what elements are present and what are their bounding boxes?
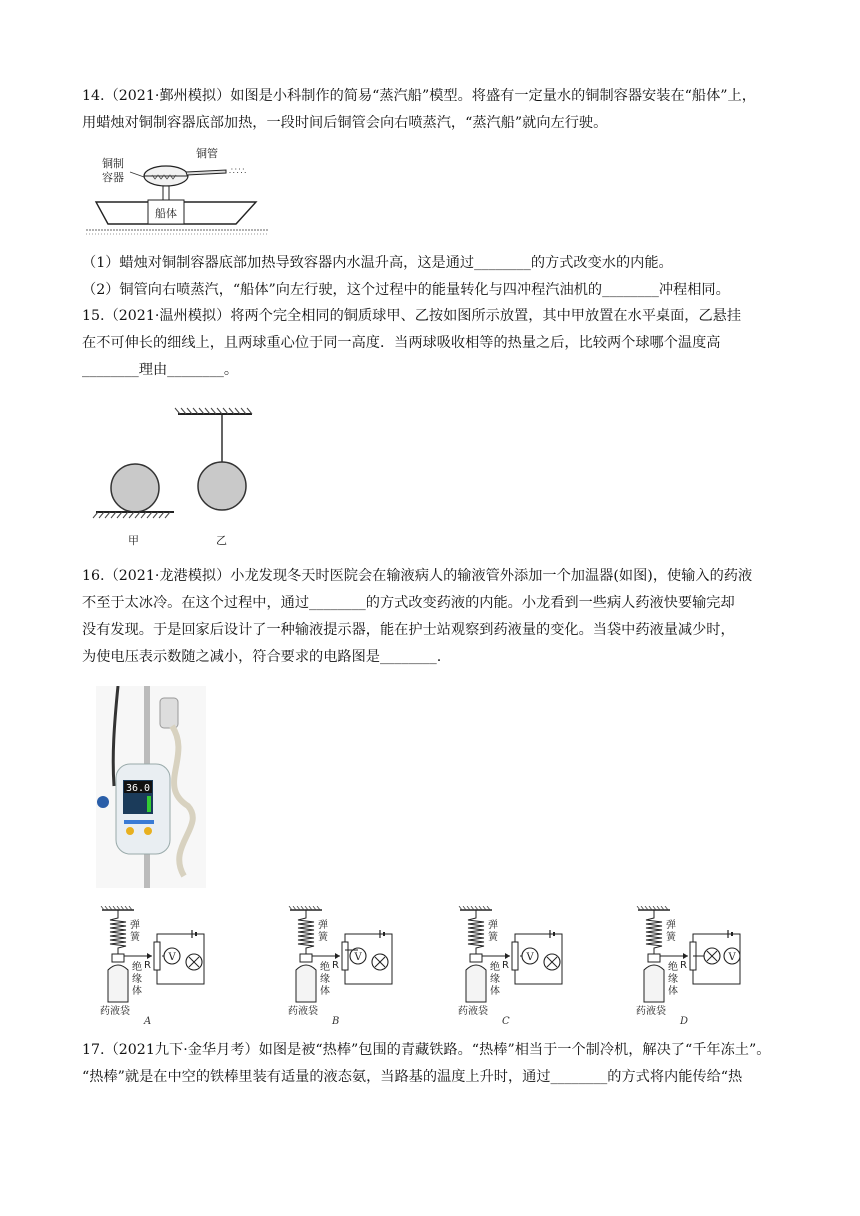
option-label: B (332, 1016, 340, 1027)
circuit-option-d[interactable] (636, 906, 740, 1027)
circuit-option-c[interactable] (458, 906, 562, 1027)
voltmeter-label: V (168, 952, 176, 963)
voltmeter-label: V (728, 952, 736, 963)
ball-a (111, 464, 159, 512)
two-balls-figure (92, 404, 262, 550)
svg-text:弹: 弹 (666, 920, 676, 931)
container-label-2: 容器 (102, 171, 124, 184)
q14-line-1: 14.（2021·鄞州模拟）如图是小科制作的简易“蒸汽船”模型。将盛有一定量水的铜制容器安装在“船体”上， (82, 88, 756, 104)
svg-text:体: 体 (490, 986, 500, 997)
svg-text:体: 体 (668, 986, 678, 997)
svg-text:R: R (144, 960, 151, 971)
container-label-1: 铜制 (102, 157, 124, 170)
svg-text:∴∵∴: ∴∵∴ (229, 167, 247, 177)
svg-text:绝: 绝 (668, 962, 678, 973)
svg-text:药液袋: 药液袋 (288, 1006, 318, 1017)
svg-text:R: R (332, 960, 339, 971)
svg-text:簧: 簧 (666, 932, 676, 943)
option-label: D (680, 1016, 689, 1027)
svg-text:簧: 簧 (318, 932, 328, 943)
svg-text:簧: 簧 (488, 932, 498, 943)
svg-text:药液袋: 药液袋 (100, 1006, 130, 1017)
q16-line-3: 没有发现。于是回家后设计了一种输液提示器，能在护士站观察到药液量的变化。当袋中药液量减少时， (82, 622, 735, 638)
infusion-warmer-photo (96, 686, 206, 888)
steam-boat-figure (86, 144, 268, 240)
q15-line-3: ________理由________。 (82, 362, 239, 378)
voltmeter-label: V (526, 952, 534, 963)
svg-text:绝: 绝 (132, 962, 142, 973)
q15-line-1: 15.（2021·温州模拟）将两个完全相同的铜质球甲、乙按如图所示放置，其中甲放置在水平桌面，乙悬挂 (82, 308, 742, 324)
q17-line-1: 17.（2021九下·金华月考）如图是被“热棒”包围的青藏铁路。“热棒”相当于一个制冷机，解决了“千年冻土”。 (82, 1042, 771, 1058)
q17-line-2: “热棒”就是在中空的铁棒里装有适量的液态氨，当路基的温度上升时，通过________的方式将内能传给“热 (82, 1069, 743, 1085)
svg-text:体: 体 (320, 986, 330, 997)
q14-sub-2: （2）铜管向右喷蒸汽，“船体”向左行驶，这个过程中的能量转化与四冲程汽油机的________冲程相同。 (82, 282, 730, 298)
option-label: A (144, 1016, 152, 1027)
svg-text:弹: 弹 (130, 920, 140, 931)
circuit-option-b[interactable] (288, 906, 392, 1027)
svg-text:缘: 缘 (132, 974, 142, 985)
svg-text:弹: 弹 (318, 920, 328, 931)
ball-b (198, 462, 246, 510)
q14-sub-1: （1）蜡烛对铜制容器底部加热导致容器内水温升高，这是通过________的方式改变水的内能。 (82, 255, 673, 271)
voltmeter-label: V (354, 952, 362, 963)
option-label: C (502, 1016, 510, 1027)
pipe-label: 铜管 (196, 147, 218, 160)
svg-text:R: R (680, 960, 687, 971)
svg-text:缘: 缘 (320, 974, 330, 985)
svg-text:药液袋: 药液袋 (458, 1006, 488, 1017)
svg-text:绝: 绝 (490, 962, 500, 973)
device-display: 36.0 (126, 783, 151, 794)
svg-text:体: 体 (132, 986, 142, 997)
q15-line-2: 在不可伸长的细线上，且两球重心位于同一高度．当两球吸收相等的热量之后，比较两个球哪个温度高 (82, 335, 721, 351)
q16-line-2: 不至于太冰冷。在这个过程中，通过________的方式改变药液的内能。小龙看到一些病人药液快要输完却 (82, 595, 735, 611)
circuit-option-a[interactable] (100, 906, 204, 1027)
q16-line-1: 16.（2021·龙港模拟）小龙发现冬天时医院会在输液病人的输液管外添加一个加温器(如图)，使输入的药液 (82, 568, 753, 584)
svg-text:缘: 缘 (668, 974, 678, 985)
svg-text:缘: 缘 (490, 974, 500, 985)
svg-text:R: R (502, 960, 509, 971)
q14-line-2: 用蜡烛对铜制容器底部加热，一段时间后铜管会向右喷蒸汽，“蒸汽船”就向左行驶。 (82, 115, 608, 131)
hull-label: 船体 (155, 207, 177, 220)
svg-text:簧: 簧 (130, 932, 140, 943)
svg-text:弹: 弹 (488, 920, 498, 931)
svg-text:绝: 绝 (320, 962, 330, 973)
ball-b-label: 乙 (216, 534, 227, 547)
circuit-options (96, 906, 796, 1028)
q16-line-4: 为使电压表示数随之减小，符合要求的电路图是________. (82, 649, 442, 665)
svg-text:药液袋: 药液袋 (636, 1006, 666, 1017)
ball-a-label: 甲 (128, 534, 139, 547)
